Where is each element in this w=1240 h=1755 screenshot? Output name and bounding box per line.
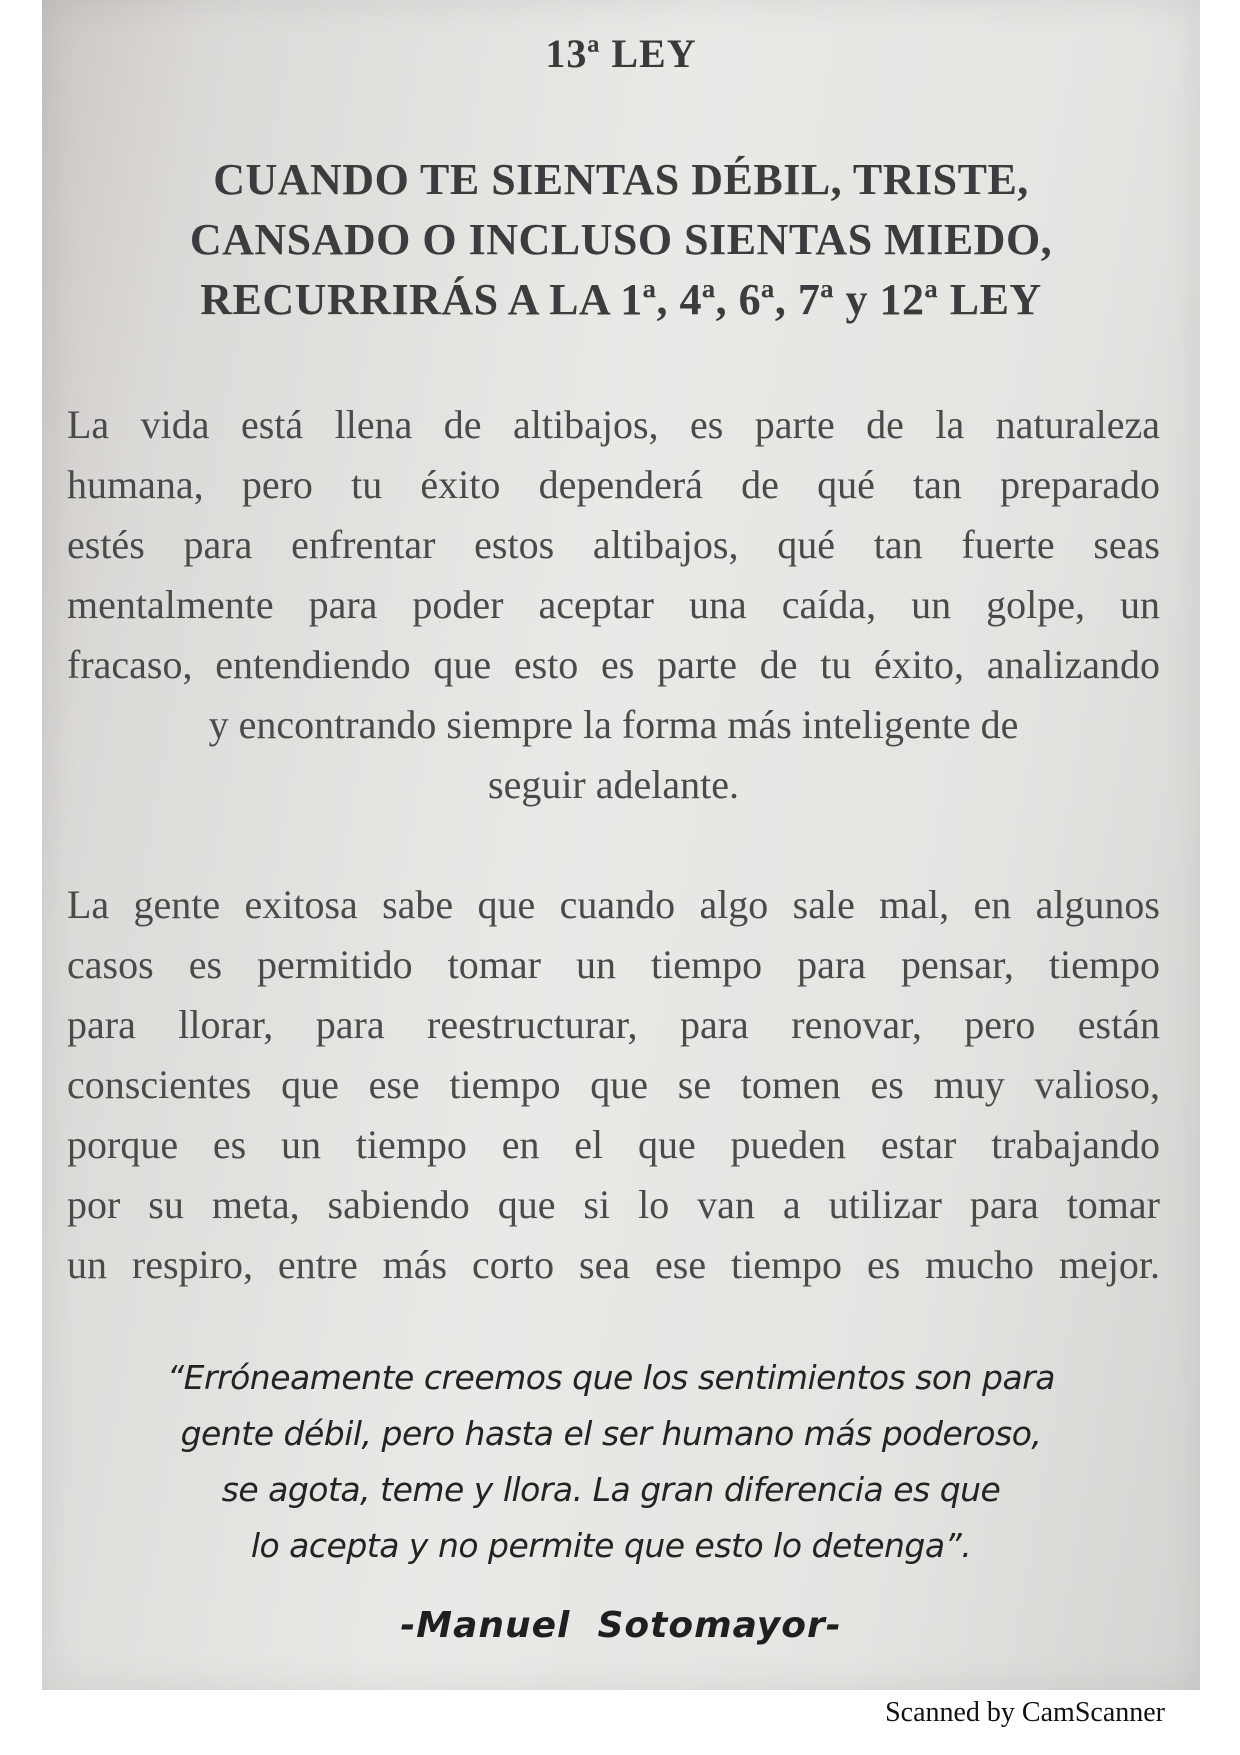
- paragraph-line: por su meta, sabiendo que si lo van a utilizar para tomar: [67, 1182, 1160, 1227]
- paragraph-line: La gente exitosa sabe que cuando algo sale mal, en algunos: [67, 882, 1160, 927]
- paragraph-line: estés para enfrentar estos altibajos, qué tan fuerte seas: [67, 522, 1160, 567]
- paragraph-line: La vida está llena de altibajos, es parte de la naturaleza: [67, 402, 1160, 447]
- paragraph-line: seguir adelante.: [488, 762, 739, 807]
- paragraph-2: [67, 875, 1160, 1295]
- quote-line: gente débil, pero hasta el ser humano más poderoso,: [180, 1414, 1042, 1453]
- paragraph-line: y encontrando siempre la forma más inteligente de: [208, 702, 1019, 747]
- quote-line: “Erróneamente creemos que los sentimientos son para: [167, 1358, 1055, 1397]
- quote-author: -Manuel Sotomayor-: [400, 1605, 842, 1646]
- paragraph-line: para llorar, para reestructurar, para renovar, pero están: [67, 1002, 1160, 1047]
- law-number: 13ª LEY: [545, 31, 697, 76]
- paragraph-line: un respiro, entre más corto sea ese tiempo es mucho mejor.: [67, 1242, 1160, 1287]
- title-line: CUANDO TE SIENTAS DÉBIL, TRISTE,: [213, 155, 1029, 204]
- law-title: [102, 150, 1140, 330]
- paragraph-line: mentalmente para poder aceptar una caída, un golpe, un: [67, 582, 1160, 627]
- quote: [102, 1350, 1120, 1574]
- title-line: RECURRIRÁS A LA 1ª, 4ª, 6ª, 7ª y 12ª LEY: [200, 275, 1042, 324]
- book-page: [42, 0, 1200, 1690]
- quote-line: lo acepta y no permite que esto lo detenga”.: [250, 1526, 972, 1565]
- scanner-watermark: Scanned by CamScanner: [885, 1697, 1165, 1728]
- paragraph-line: porque es un tiempo en el que pueden estar trabajando: [67, 1122, 1160, 1167]
- paragraph-line: casos es permitido tomar un tiempo para pensar, tiempo: [67, 942, 1160, 987]
- quote-line: se agota, teme y llora. La gran diferencia es que: [221, 1470, 1001, 1509]
- title-line: CANSADO O INCLUSO SIENTAS MIEDO,: [189, 215, 1053, 264]
- paragraph-1: [67, 395, 1160, 815]
- paragraph-line: fracaso, entendiendo que esto es parte de tu éxito, analizando: [67, 642, 1160, 687]
- paragraph-line: conscientes que ese tiempo que se tomen es muy valioso,: [67, 1062, 1160, 1107]
- paragraph-line: humana, pero tu éxito dependerá de qué tan preparado: [67, 462, 1160, 507]
